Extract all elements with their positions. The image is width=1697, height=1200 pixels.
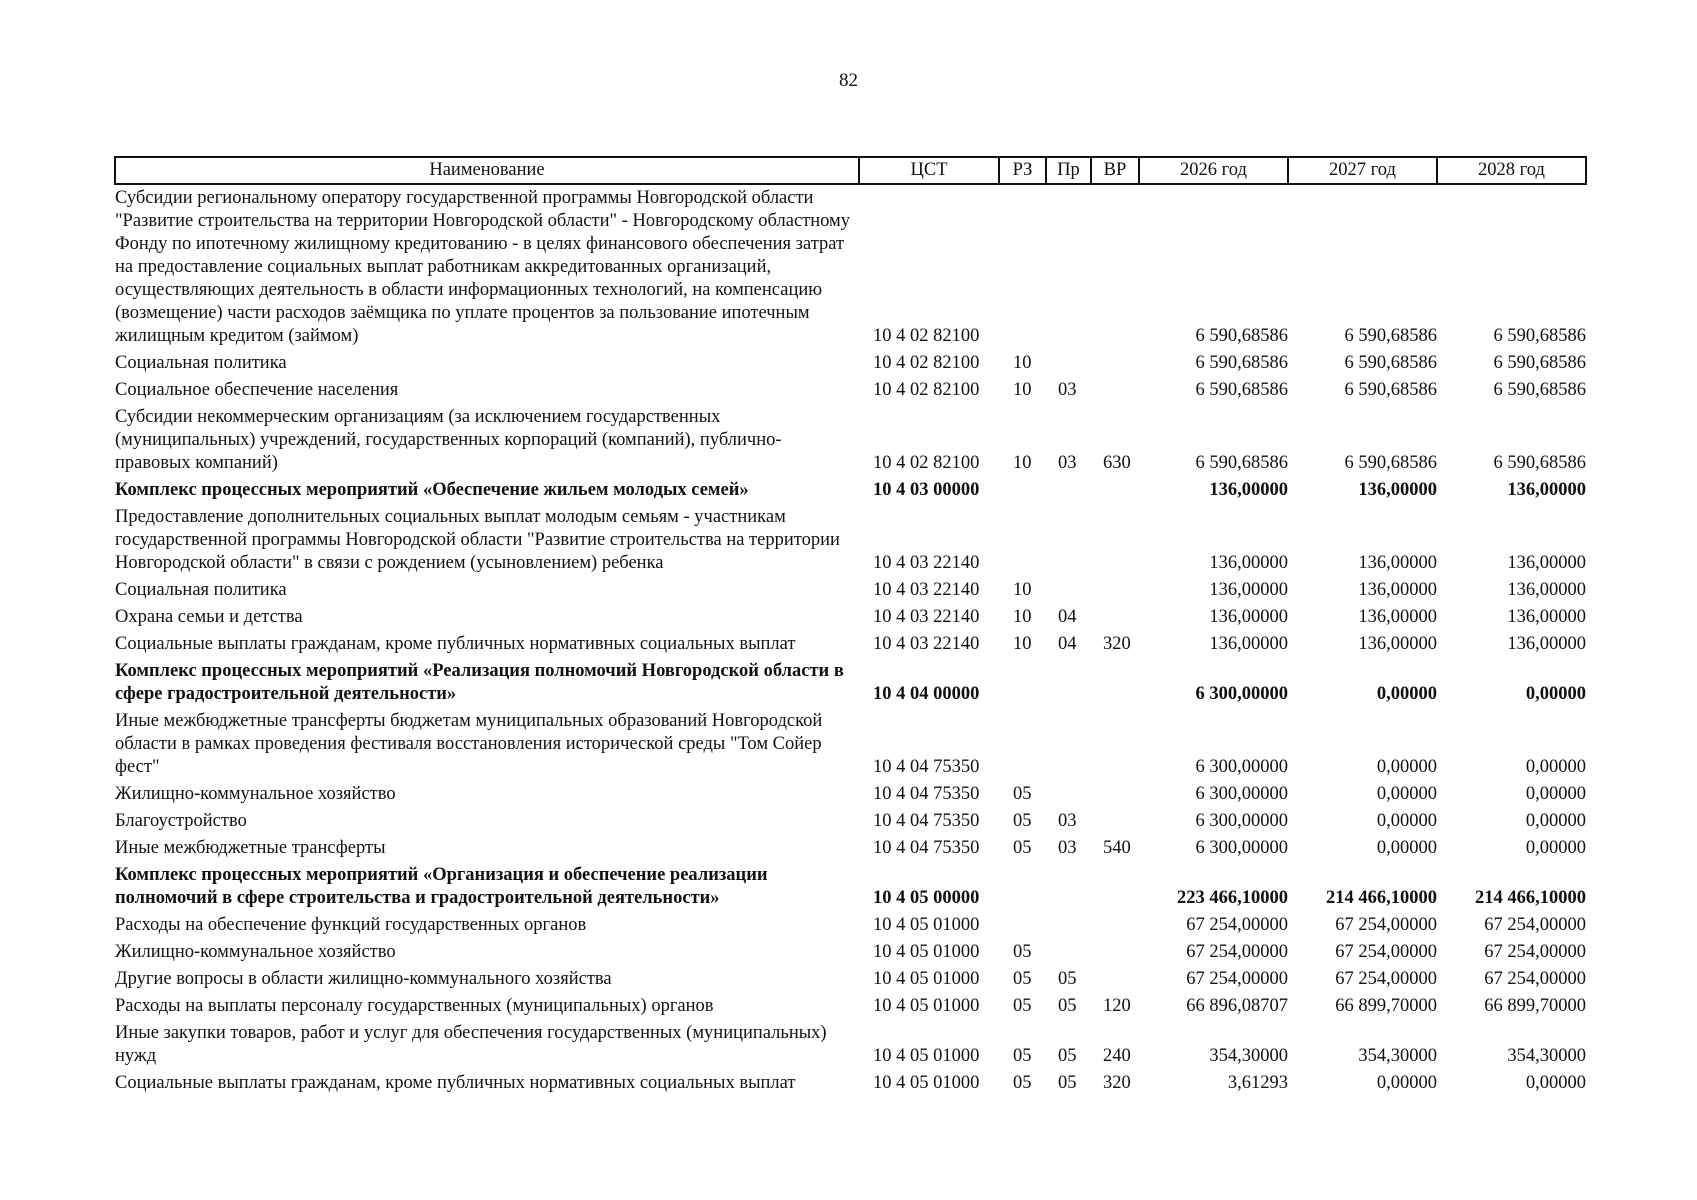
cell-2026: 136,00000 [1209,634,1288,654]
table-row [115,350,1586,377]
table-row [115,377,1586,404]
cell-rz [999,504,1046,577]
cell-vr [1091,350,1139,377]
cell-2026: 6 300,00000 [1195,838,1288,858]
cell-cst: 10 4 03 22140 [873,553,980,573]
cell-rz: 10 [1013,580,1032,600]
cell-2027: 0,00000 [1376,757,1437,777]
cell-cst: 10 4 03 00000 [873,480,980,500]
cell-2028: 6 590,68586 [1493,353,1586,373]
table-row [115,1020,1586,1070]
cell-2028: 6 590,68586 [1493,380,1586,400]
cell-vr [1091,504,1139,577]
table-row [115,504,1586,577]
table-row [115,1070,1586,1097]
cell-pr [1046,658,1091,708]
header-vr: ВР [1091,157,1139,184]
cell-cst: 10 4 04 75350 [873,838,980,858]
cell-rz: 05 [1013,996,1032,1016]
cell-2026: 6 300,00000 [1195,684,1288,704]
cell-2028: 0,00000 [1525,838,1586,858]
header-name: Наименование [115,157,859,184]
cell-2026: 6 300,00000 [1195,757,1288,777]
cell-2026: 6 300,00000 [1195,811,1288,831]
cell-cst: 10 4 04 75350 [873,811,980,831]
header-rz: РЗ [999,157,1046,184]
cell-vr: 320 [1103,1073,1131,1093]
cell-name: Жилищно-коммунальное хозяйство [115,942,396,962]
cell-name: Благоустройство [115,811,247,831]
cell-vr: 320 [1103,634,1131,654]
table-row [115,835,1586,862]
cell-pr: 03 [1058,811,1077,831]
cell-cst: 10 4 03 22140 [873,634,980,654]
cell-rz [999,658,1046,708]
header-row [115,157,1586,184]
cell-cst: 10 4 03 22140 [873,580,980,600]
cell-2028: 136,00000 [1507,634,1586,654]
cell-cst: 10 4 03 22140 [873,607,980,627]
table-row [115,781,1586,808]
cell-rz [999,708,1046,781]
cell-2026: 6 300,00000 [1195,784,1288,804]
cell-rz [999,912,1046,939]
cell-pr [1046,577,1091,604]
table-row [115,808,1586,835]
table-row [115,577,1586,604]
cell-2026: 354,30000 [1209,1046,1288,1066]
cell-2028: 6 590,68586 [1493,453,1586,473]
cell-name: Субсидии некоммерческим организациям (за исключением государственных (муниципальных) учреждений, государственных корпораций (компаний), публично-правовых компаний) [115,407,782,473]
cell-name: Социальная политика [115,580,287,600]
cell-vr [1091,808,1139,835]
cell-2027: 67 254,00000 [1335,969,1437,989]
cell-2027: 66 899,70000 [1335,996,1437,1016]
cell-name: Комплекс процессных мероприятий «Обеспечение жильем молодых семей» [115,480,749,500]
cell-cst: 10 4 05 01000 [873,996,980,1016]
cell-2027: 136,00000 [1358,634,1437,654]
cell-2028: 214 466,10000 [1475,888,1586,908]
cell-vr: 240 [1103,1046,1131,1066]
header-2026: 2026 год [1139,157,1288,184]
cell-2028: 136,00000 [1507,553,1586,573]
cell-2026: 136,00000 [1209,553,1288,573]
cell-vr [1091,604,1139,631]
cell-cst: 10 4 02 82100 [873,453,980,473]
cell-pr [1046,862,1091,912]
cell-2026: 67 254,00000 [1186,942,1288,962]
cell-2026: 6 590,68586 [1195,453,1288,473]
table-row [115,631,1586,658]
cell-rz [999,862,1046,912]
cell-2026: 66 896,08707 [1186,996,1288,1016]
cell-name: Комплекс процессных мероприятий «Реализация полномочий Новгородской области в сфере градостроительной деятельности» [115,661,844,704]
cell-cst: 10 4 05 01000 [873,1046,980,1066]
cell-2026: 3,61293 [1227,1073,1288,1093]
cell-name: Охрана семьи и детства [115,607,303,627]
cell-name: Социальные выплаты гражданам, кроме публичных нормативных социальных выплат [115,634,796,654]
cell-2028: 136,00000 [1507,580,1586,600]
cell-vr [1091,966,1139,993]
cell-rz: 05 [1013,1046,1032,1066]
cell-name: Иные закупки товаров, работ и услуг для обеспечения государственных (муниципальных) нужд [115,1023,827,1066]
cell-vr [1091,781,1139,808]
cell-cst: 10 4 04 75350 [873,784,980,804]
cell-vr [1091,477,1139,504]
cell-rz: 10 [1013,607,1032,627]
cell-vr [1091,939,1139,966]
cell-pr [1046,912,1091,939]
cell-pr: 04 [1058,634,1077,654]
cell-2028: 67 254,00000 [1484,915,1586,935]
cell-2026: 136,00000 [1209,480,1288,500]
cell-pr: 04 [1058,607,1077,627]
cell-pr: 05 [1058,996,1077,1016]
cell-vr [1091,862,1139,912]
cell-rz [999,477,1046,504]
cell-2026: 67 254,00000 [1186,915,1288,935]
cell-2027: 214 466,10000 [1326,888,1437,908]
cell-2026: 223 466,10000 [1177,888,1288,908]
cell-vr: 120 [1103,996,1131,1016]
cell-2027: 6 590,68586 [1344,453,1437,473]
cell-name: Расходы на выплаты персоналу государственных (муниципальных) органов [115,996,714,1016]
cell-2026: 6 590,68586 [1195,380,1288,400]
cell-name: Жилищно-коммунальное хозяйство [115,784,396,804]
cell-rz: 05 [1013,784,1032,804]
cell-pr [1046,781,1091,808]
cell-name: Социальная политика [115,353,287,373]
cell-2028: 0,00000 [1525,757,1586,777]
cell-2027: 0,00000 [1376,811,1437,831]
cell-pr [1046,504,1091,577]
cell-name: Социальное обеспечение населения [115,380,399,400]
cell-cst: 10 4 05 00000 [873,888,980,908]
table-row [115,404,1586,477]
cell-cst: 10 4 02 82100 [873,353,980,373]
cell-cst: 10 4 05 01000 [873,942,980,962]
cell-2027: 136,00000 [1358,580,1437,600]
cell-2028: 67 254,00000 [1484,942,1586,962]
cell-pr [1046,477,1091,504]
cell-rz: 10 [1013,634,1032,654]
cell-vr [1091,658,1139,708]
cell-pr [1046,708,1091,781]
cell-rz: 05 [1013,838,1032,858]
cell-pr [1046,939,1091,966]
cell-2027: 0,00000 [1376,838,1437,858]
cell-2027: 6 590,68586 [1344,380,1437,400]
header-2028: 2028 год [1437,157,1586,184]
table-row [115,184,1586,350]
cell-rz: 05 [1013,811,1032,831]
cell-rz: 10 [1013,353,1032,373]
cell-2028: 0,00000 [1525,784,1586,804]
table-row [115,862,1586,912]
cell-rz: 10 [1013,380,1032,400]
header-pr: Пр [1046,157,1091,184]
cell-name: Комплекс процессных мероприятий «Организация и обеспечение реализации полномочий в сфере строительства и градостроительной деятельности» [115,865,768,908]
cell-name: Расходы на обеспечение функций государственных органов [115,915,587,935]
cell-vr: 630 [1103,453,1131,473]
table-row [115,939,1586,966]
cell-cst: 10 4 02 82100 [873,380,980,400]
table-row [115,966,1586,993]
cell-2028: 6 590,68586 [1493,326,1586,346]
cell-2028: 136,00000 [1507,480,1586,500]
cell-vr: 540 [1103,838,1131,858]
cell-2027: 67 254,00000 [1335,942,1437,962]
cell-rz: 05 [1013,1073,1032,1093]
table-row [115,477,1586,504]
page-number: 82 [839,70,858,91]
cell-2027: 0,00000 [1376,684,1437,704]
cell-2026: 136,00000 [1209,607,1288,627]
cell-name: Иные межбюджетные трансферты [115,838,386,858]
cell-2027: 6 590,68586 [1344,353,1437,373]
cell-2026: 136,00000 [1209,580,1288,600]
cell-2026: 67 254,00000 [1186,969,1288,989]
cell-2027: 0,00000 [1376,1073,1437,1093]
cell-pr: 05 [1058,1073,1077,1093]
cell-2028: 354,30000 [1507,1046,1586,1066]
cell-cst: 10 4 05 01000 [873,915,980,935]
budget-table [114,156,1587,1097]
cell-2027: 6 590,68586 [1344,326,1437,346]
cell-2027: 0,00000 [1376,784,1437,804]
table-row [115,993,1586,1020]
cell-cst: 10 4 04 75350 [873,757,980,777]
cell-pr: 05 [1058,969,1077,989]
cell-2026: 6 590,68586 [1195,353,1288,373]
cell-2027: 67 254,00000 [1335,915,1437,935]
cell-pr: 03 [1058,838,1077,858]
cell-2028: 136,00000 [1507,607,1586,627]
header-cst: ЦСТ [859,157,999,184]
cell-2027: 136,00000 [1358,553,1437,573]
table-header [115,157,1586,184]
cell-pr: 03 [1058,453,1077,473]
cell-2028: 0,00000 [1525,1073,1586,1093]
cell-name: Иные межбюджетные трансферты бюджетам муниципальных образований Новгородской области в рамках проведения фестиваля восстановления исторической среды "Том Сойер фест" [115,711,823,777]
cell-name: Социальные выплаты гражданам, кроме публичных нормативных социальных выплат [115,1073,796,1093]
cell-name: Другие вопросы в области жилищно-коммунального хозяйства [115,969,612,989]
cell-vr [1091,577,1139,604]
cell-2028: 66 899,70000 [1484,996,1586,1016]
cell-vr [1091,184,1139,350]
header-2027: 2027 год [1288,157,1437,184]
cell-cst: 10 4 05 01000 [873,969,980,989]
cell-pr [1046,350,1091,377]
cell-name: Субсидии региональному оператору государственной программы Новгородской области "Развитие строительства на территории Новгородской области" - Новгородскому областному Фонду по ипотечному жилищному кредитованию - в целях финансового обеспечения затрат на предоставление социальных выплат работникам аккредитованных организаций, осуществляющих деятельность в области информационных технологий, на компенсацию (возмещение) части расходов заёмщика по уплате процентов за пользование ипотечным жилищным кредитом (займом) [115,188,851,346]
table-row [115,604,1586,631]
cell-2027: 354,30000 [1358,1046,1437,1066]
cell-vr [1091,377,1139,404]
cell-rz: 05 [1013,942,1032,962]
cell-cst: 10 4 02 82100 [873,326,980,346]
table-row [115,708,1586,781]
cell-rz [999,184,1046,350]
cell-cst: 10 4 05 01000 [873,1073,980,1093]
cell-vr [1091,912,1139,939]
cell-rz: 10 [1013,453,1032,473]
cell-pr: 03 [1058,380,1077,400]
cell-pr: 05 [1058,1046,1077,1066]
cell-vr [1091,708,1139,781]
cell-2026: 6 590,68586 [1195,326,1288,346]
cell-2027: 136,00000 [1358,480,1437,500]
cell-2028: 67 254,00000 [1484,969,1586,989]
cell-pr [1046,184,1091,350]
table-row [115,658,1586,708]
cell-name: Предоставление дополнительных социальных выплат молодым семьям - участникам государственной программы Новгородской области "Развитие строительства на территории Новгородской области" в связи с рождением (усыновлением) ребенка [115,507,840,573]
cell-2028: 0,00000 [1525,811,1586,831]
cell-2027: 136,00000 [1358,607,1437,627]
table-body [115,184,1586,1097]
table-row [115,912,1586,939]
cell-cst: 10 4 04 00000 [873,684,980,704]
cell-rz: 05 [1013,969,1032,989]
cell-2028: 0,00000 [1525,684,1586,704]
